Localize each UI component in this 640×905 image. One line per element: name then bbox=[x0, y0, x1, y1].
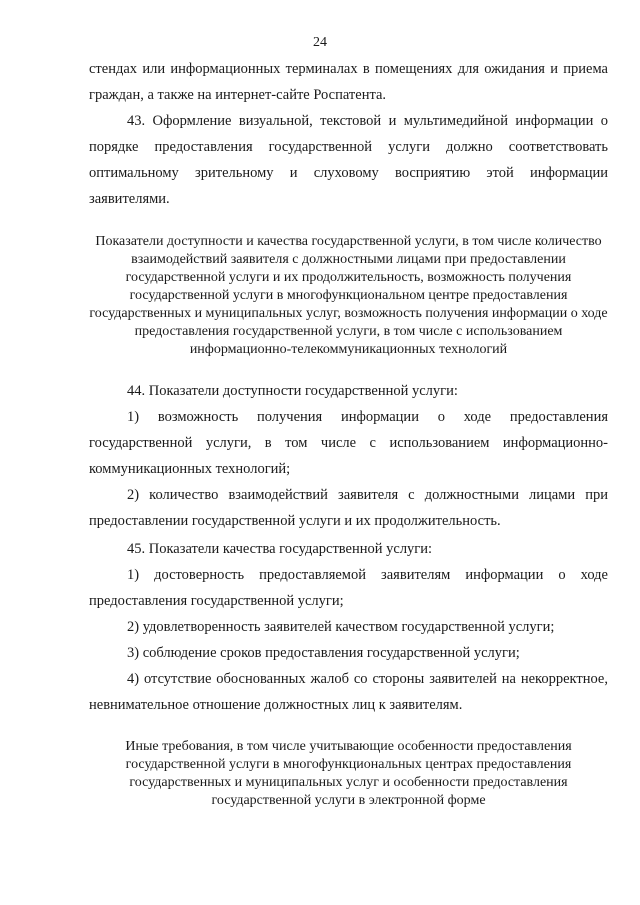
paragraph-45-title: 45. Показатели качества государственной услуги: bbox=[127, 541, 433, 557]
paragraph-45-item-3: 3) соблюдение сроков предоставления государственной услуги; bbox=[127, 645, 520, 661]
paragraph-44-title: 44. Показатели доступности государственной услуги: bbox=[127, 383, 458, 399]
paragraph-45-item-4: 4) отсутствие обоснованных жалоб со стороны заявителей на некорректное, невнимательное отношение должностных лиц к заявителям. bbox=[89, 671, 608, 713]
paragraph-45-item-1: 1) достоверность предоставляемой заявителям информации о ходе предоставления государственной услуги; bbox=[89, 567, 608, 609]
paragraph-43: 43. Оформление визуальной, текстовой и мультимедийной информации о порядке предоставления государственной услуги должно соответствовать оптимальному зрительному и слуховому восприятию этой информации заявителями. bbox=[89, 113, 608, 207]
page-number: 24 bbox=[313, 35, 327, 50]
section-heading-other-requirements: Иные требования, в том числе учитывающие особенности предоставления государственной услуги в многофункциональных центрах предоставления государственных и муниципальных услуг и особенности предоставления государственной услуги в электронной форме bbox=[125, 739, 572, 808]
paragraph-44-item-1: 1) возможность получения информации о ходе предоставления государственной услуги, в том числе с использованием информационно-коммуникационных технологий; bbox=[89, 409, 608, 477]
paragraph-continuation: стендах или информационных терминалах в помещениях для ожидания и приема граждан, а также на интернет-сайте Роспатента. bbox=[89, 61, 608, 103]
paragraph-45-item-2: 2) удовлетворенность заявителей качеством государственной услуги; bbox=[127, 619, 555, 635]
section-heading-accessibility: Показатели доступности и качества государственной услуги, в том числе количество взаимодействий заявителя с должностными лицами при предоставлении государственной услуги и их продолжительность, возможность получения государственной услуги в многофункциональном центре предоставления государственных и муниципальных услуг, возможность получения информации о ходе предоставления государственной услуги, в том числе с использованием информационно-телекоммуникационных технологий bbox=[89, 234, 608, 357]
paragraph-44-item-2: 2) количество взаимодействий заявителя с должностными лицами при предоставлении государственной услуги и их продолжительность. bbox=[89, 487, 608, 529]
